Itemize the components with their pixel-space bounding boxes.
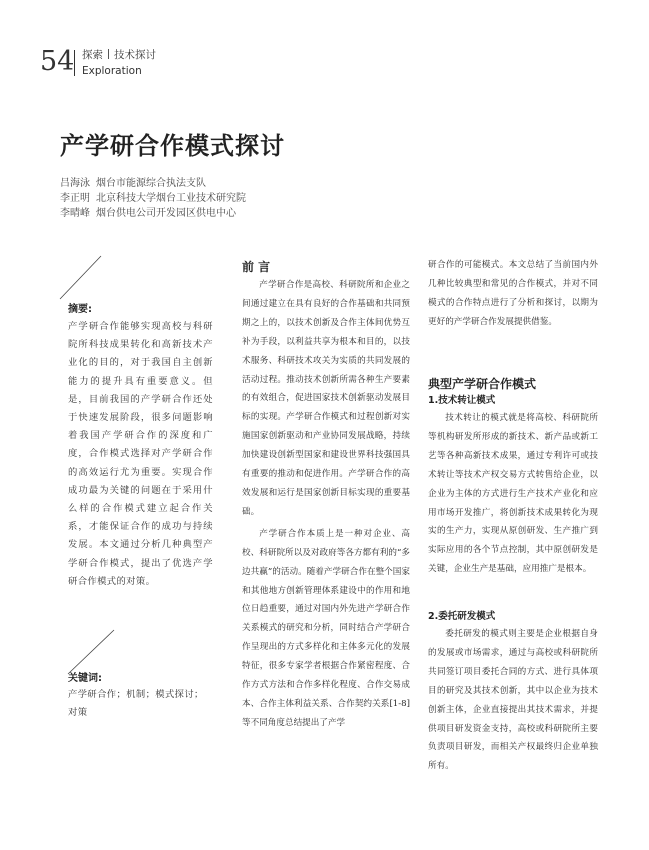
section-2-paragraph: 委托研发的模式则主要是企业根据自身的发展或市场需求，通过与高校或科研院所共同签订项目委托合同的方式、进行具体项目的研究及其技术创新，其中以企业为技术创新主体，企业直接提出其技术需求，并提供项目研发资金支持，高校或科研院所主要负责项目研发，而相关产权最终归企业单独所有。 (428, 629, 598, 772)
section-1-body (428, 409, 598, 579)
section-1-heading: 1.技术转让模式 (428, 395, 496, 406)
preface-paragraph-2-continued: 研合作的可能模式。本文总结了当前国内外几种比较典型和常见的合作模式，并对不同模式的合作特点进行了分析和探讨，以期为更好的产学研合作发展提供借鉴。 (428, 260, 598, 327)
page-number: 54 (40, 46, 75, 77)
author-name: 李正明 (60, 193, 90, 204)
abstract-label: 摘要: (68, 304, 92, 315)
header-section-en: Exploration (82, 65, 142, 77)
diagonal-rule-bottom (68, 630, 114, 674)
keywords-label: 关键词: (68, 673, 102, 684)
section-2-heading: 2.委托研发模式 (428, 611, 496, 622)
diagonal-rule-top (60, 256, 101, 299)
keywords-text: 产学研合作；机制；模式探讨；对策 (68, 689, 204, 719)
section-1-paragraph: 技术转让的模式就是将高校、科研院所等机构研发所形成的新技术、新产品或新工艺等各种高新技术成果，通过专利许可或技术转让等技术产权交易方式转售给企业，以企业为主体的方式进行生产技术产业化和应用市场开发推广，将创新技术成果转化为现实的生产力，实现从原创研发、生产推广到实际应用的各个节点控制，其中原创研发是关键，企业生产是基础，应用推广是根本。 (428, 413, 598, 575)
preface-paragraph-1: 产学研合作是高校、科研院所和企业之间通过建立在具有良好的合作基础和共同预期之上的，以技术创新及合作主体间优势互补为手段，以利益共享为根本和目的，以技术服务、科研技术攻关为实质的共同发展的活动过程。推动技术创新所需各种生产要素的有效组合，促进国家技术创新驱动发展目标的实现。产学研合作模式和过程创新对实施国家创新驱动和产业协同发展战略，持续加快建设创新型国家和建设世界科技强国具有重要的推动和促进作用。产学研合作的高效发展和运行是国家创新目标实现的重要基础。 (242, 280, 410, 517)
author-affiliation: 北京科技大学烟台工业技术研究院 (96, 193, 246, 204)
preface-paragraph-2: 产学研合作本质上是一种对企业、高校、科研院所以及对政府等各方都有利的“多边共赢”的活动。随着产学研合作在整个国家和其他地方创新管理体系建设中的作用和地位日趋重要，通过对国内外先进产学研合作关系模式的研究和分析，同时结合产学研合作呈现出的方式多样化和主体多元化的发展特征，很多专家学者根据合作紧密程度、合作方式方法和合作多样化程度、合作交易成本、合作主体利益关系、合作契约关系[1-8]等不同角度总结提出了产学 (242, 528, 410, 728)
author-name: 吕海泳 (60, 178, 90, 189)
article-title: 产学研合作模式探讨 (60, 132, 285, 160)
body-column-3-intro (428, 256, 598, 332)
header-section-cn: 探索 (82, 49, 103, 61)
abstract-text: 产学研合作能够实现高校与科研院所科技成果转化和高新技术产业化的目的，对于我国自主创新能力的提升具有重要意义。但是，目前我国的产学研合作还处于快速发展阶段，很多问题影响着我国产学研合作的深度和广度，合作模式选择对产学研合作的高效运行尤为重要。实现合作成功最为关键的问题在于采用什么样的合作模式建立起合作关系，才能保证合作的成功与持续发展。本文通过分析几种典型产学研合作模式，提出了优选产学研合作模式的对策。 (68, 321, 213, 587)
preface-heading: 前 言 (242, 260, 271, 274)
section-2-body (428, 625, 598, 776)
body-column-2 (242, 276, 410, 733)
author-affiliation: 烟台市能源综合执法支队 (96, 178, 206, 189)
author-name: 李晴峰 (60, 208, 90, 219)
typical-models-heading: 典型产学研合作模式 (428, 377, 537, 391)
author-affiliation: 烟台供电公司开发园区供电中心 (96, 208, 236, 219)
header-subsection-cn: 技术探讨 (114, 49, 156, 61)
